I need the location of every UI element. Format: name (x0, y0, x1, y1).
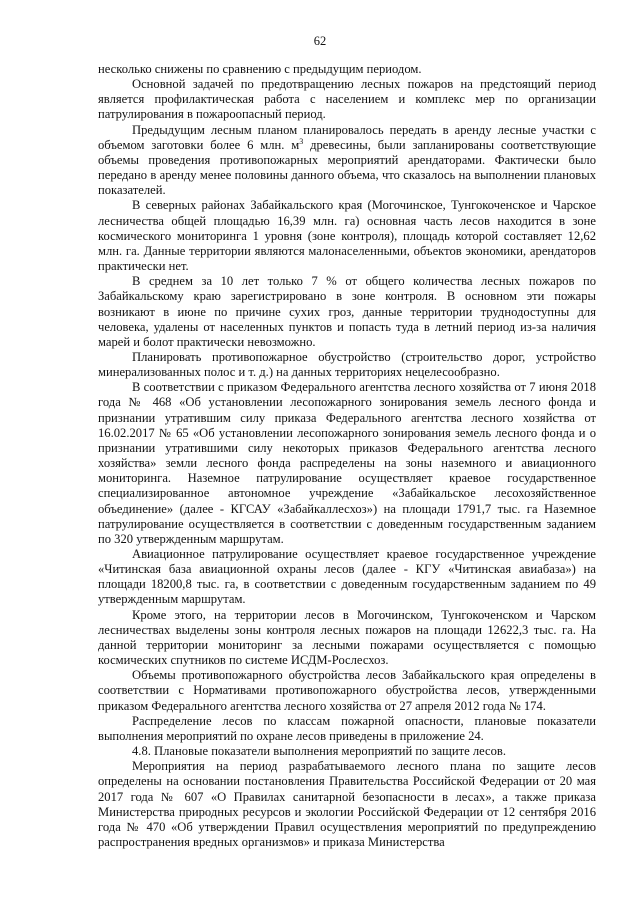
paragraph-average-fires: В среднем за 10 лет только 7 % от общего количества лесных пожаров по Забайкальскому краю зарегистрировано в зоне контроля. В основном эти пожары возникают в июне по причине сухих гроз, данные территории труднодоступны для человека, удалены от населенных пунктов и попасть туда в летний период из-за наличия марей и болот практически невозможно. (98, 274, 596, 349)
paragraph-main-task: Основной задачей по предотвращению лесных пожаров на предстоящий период является профилактическая работа с населением и комплекс мер по организации патрулирования в пожароопасный период. (98, 77, 596, 122)
body-text (98, 62, 596, 850)
paragraph-fire-arrangement: Планировать противопожарное обустройство (строительство дорог, устройство минерализованных полос и т. д.) на данных территориях нецелесообразно. (98, 349, 596, 380)
paragraph-fire-standards: Объемы противопожарного обустройства лесов Забайкальского края определены в соответствии с Нормативами противопожарного обустройства лесов, утвержденными приказом Федерального агентства лесного хозяйства от 27 апреля 2012 года № 174. (98, 668, 596, 713)
paragraph-control-zones: Кроме этого, на территории лесов в Могочинском, Тунгокоченском и Чарском лесничествах выделены зоны контроля лесных пожаров на площади 12622,3 тыс. га. На данной территории мониторинг за лесными пожарами осуществляется с помощью космических спутников по системе ИСДМ-Рослесхоз. (98, 607, 596, 668)
section-heading-4-8: 4.8. Плановые показатели выполнения мероприятий по защите лесов. (132, 744, 507, 759)
superscript-cubic: 3 (299, 136, 304, 146)
paragraph-previous-plan-part1: Предыдущим лесным планом планировалось передать в аренду лесные участки с объемом заготовки более 6 млн. м (98, 122, 596, 152)
paragraph-forest-protection: Мероприятия на период разрабатываемого лесного плана по защите лесов определены на основании постановления Правительства Российской Федерации от 20 мая 2017 года № 607 «О Правилах санитарной безопасности в лесах», а также приказа Министерства природных ресурсов и экологии Российской Федерации от 12 сентября 2016 года № 470 «Об утверждении Правил осуществления мероприятий по предупреждению распространения вредных организмов» и приказа Министерства (98, 759, 596, 849)
paragraph-zoning-order: В соответствии с приказом Федерального агентства лесного хозяйства от 7 июня 2018 года № 468 «Об установлении лесопожарного зонирования земель лесного фонда и признании утратившим силу приказа Федерального агентства лесного хозяйства от 16.02.2017 № 65 «Об установлении лесопожарного зонирования земель лесного фонда и о признании утратившими силу некоторых приказов Федерального агентства лесного хозяйства» земли лесного фонда распределены на зоны наземного и авиационного мониторинга. Наземное патрулирование осуществляет краевое государственное специализированное автономное учреждение «Забайкальское лесохозяйственное объединение» (далее - КГСАУ «Забайкаллесхоз») на площади 1791,7 тыс. га Наземное патрулирование осуществляется в соответствии с доведенным государственным заданием по 320 утвержденным маршрутам. (98, 380, 596, 546)
paragraph-northern-districts: В северных районах Забайкальского края (Могочинское, Тунгокоченское и Чарское лесничества общей площадью 16,39 млн. га) основная часть лесов находится в зоне космического мониторинга 1 уровня (зоне контроля), площадь которой составляет 12,62 млн. га. Данные территории являются малонаселенными, объектов экономики, арендаторов практически нет. (98, 198, 596, 274)
page-number: 62 (313, 34, 327, 48)
paragraph-previous-plan-part2: древесины, были запланированы соответствующие объемы проведения противопожарных мероприятий арендаторами. Фактически было передано в аренду менее половины данного объема, что сказалось на выполнении плановых показателей. (98, 137, 596, 198)
paragraph-previous-plan (98, 123, 596, 199)
paragraph-continuation: несколько снижены по сравнению с предыдущим периодом. (98, 62, 422, 76)
paragraph-aviation-patrol: Авиационное патрулирование осуществляет краевое государственное учреждение «Читинская база авиационной охраны лесов (далее - КГУ «Читинская авиабаза») на площади 18200,8 тыс. га, в соответствии с доведенным государственным заданием по 49 утвержденным маршрутам. (98, 547, 596, 607)
paragraph-fire-classes: Распределение лесов по классам пожарной опасности, плановые показатели выполнения мероприятий по охране лесов приведены в приложение 24. (98, 713, 596, 743)
